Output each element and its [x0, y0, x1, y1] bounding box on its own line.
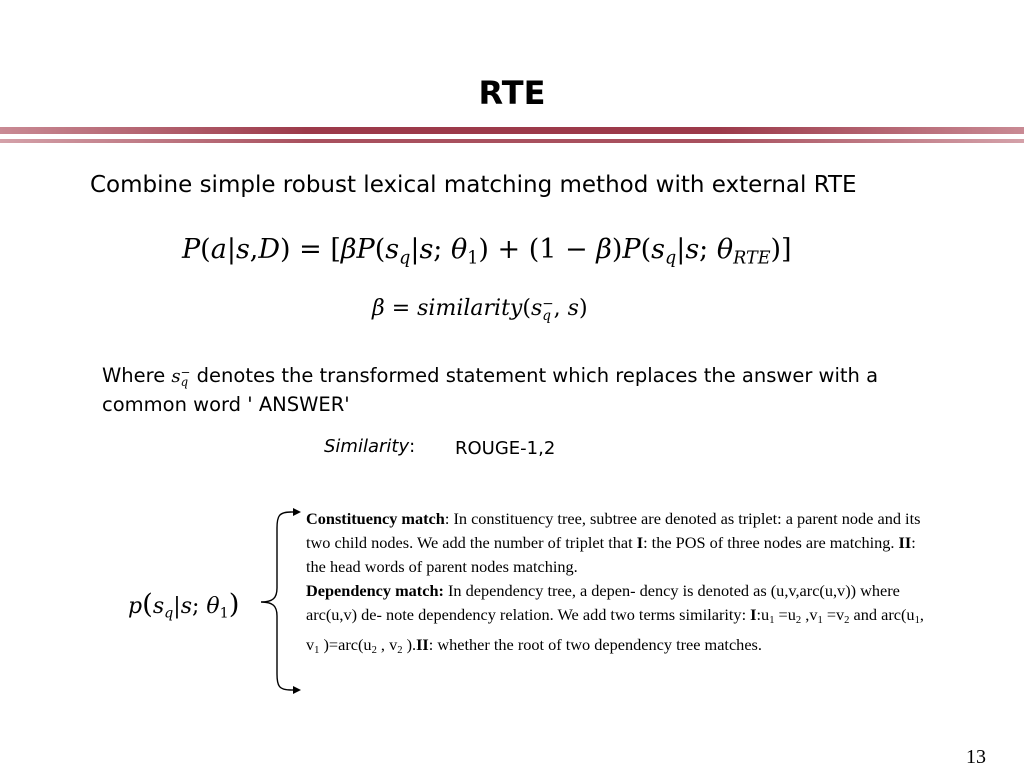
dependency-formula: $:u_1 =u_2$ $,v_1 =v_2$ and $arc(u_1$, $v_1$ )$=arc(u_2$ , $v_2$ ). — [306, 604, 924, 656]
title-rule-top — [0, 127, 1024, 134]
where-symbol: s − q — [171, 365, 191, 390]
where-prefix: Where — [102, 364, 172, 387]
title-rule-bottom — [0, 139, 1024, 143]
where-paragraph — [102, 362, 932, 419]
match-details — [306, 507, 931, 663]
constituency-label: Constituency match — [306, 509, 445, 528]
page-number: 13 — [966, 746, 986, 768]
p-expression: $p(s_q|s$; $\theta_1$) — [128, 588, 240, 622]
where-rest: denotes the transformed statement which replaces the answer with a common word ' ANSWER' — [102, 364, 879, 416]
slide-title: RTE — [478, 74, 546, 112]
curly-brace-icon — [255, 506, 301, 694]
dependency-label: Dependency match: — [306, 580, 444, 600]
constituency-paragraph: Constituency match: In constituency tree, subtree are denoted as triplet: a parent node and its two child nodes. We add the number of triplet that I: the POS of three nodes are matching. II: the head words of parent nodes matching. — [306, 509, 921, 576]
similarity-label: Similarity: — [324, 436, 416, 457]
equation-2: β = similarity(s − q , s) — [372, 295, 588, 324]
dependency-paragraph: Dependency match: In dependency tree, a depen- dency is denoted as (u,v,arc(u,v)) where arc(u,v) de- note dependency relation. We add two terms similarity: $I:u_1 =u_2$ $,v_1 =v_2$ and $arc(u_1$, $v_1$ )$=arc(u_2$ , $v_2$ ).II: whether the root of two dependency tree matches. — [306, 580, 924, 656]
similarity-value: ROUGE-1,2 — [455, 438, 556, 459]
lead-text: Combine simple robust lexical matching method with external RTE — [90, 172, 857, 198]
equation-1: $P(a|s,D) = [\beta P(s_q|s$; $\theta_1) + (1 - \beta)P(s_q|s$; $\theta_{RTE}$)] — [182, 234, 792, 269]
